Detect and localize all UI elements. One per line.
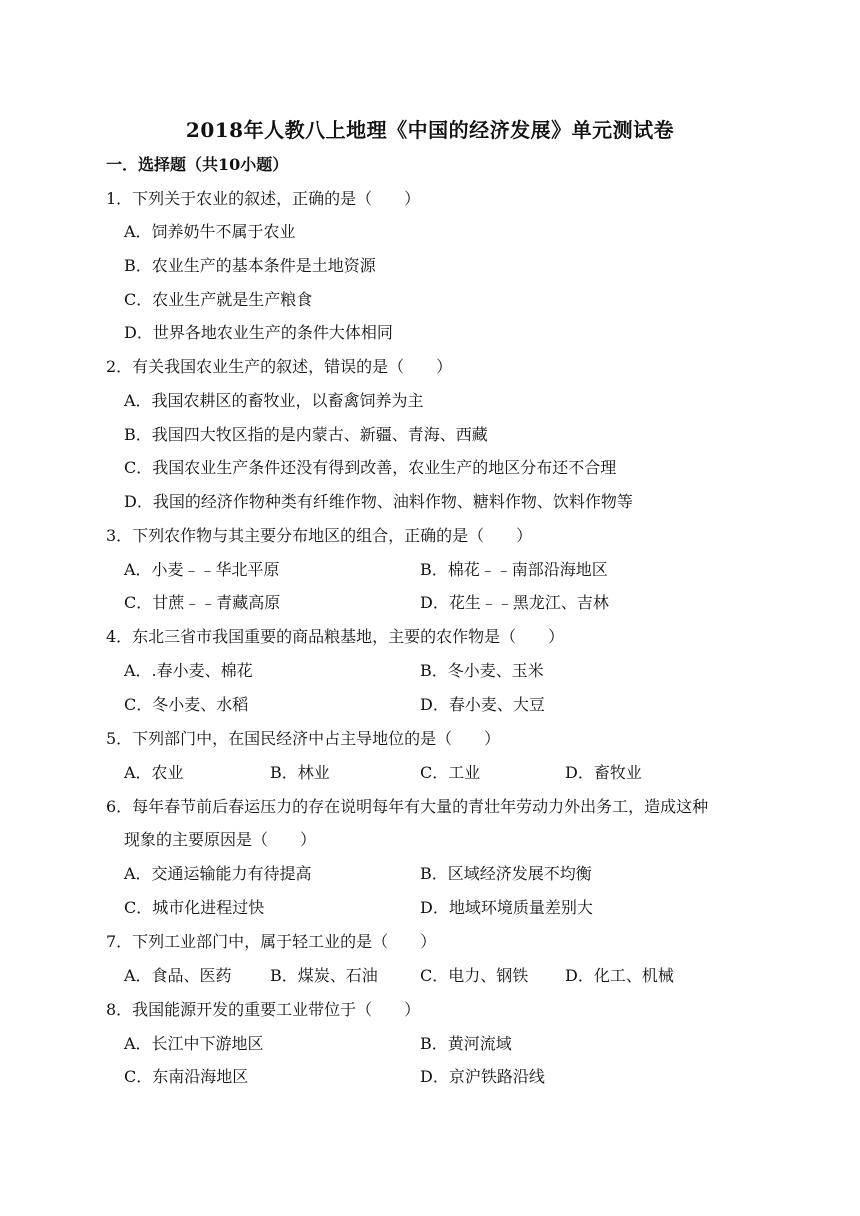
section-heading: 一．选择题（共10小题） xyxy=(106,155,289,174)
question-8-option-a: A．长江中下游地区 xyxy=(124,1034,264,1053)
question-6-stem: 6．每年春节前后春运压力的存在说明每年有大量的青壮年劳动力外出务工，造成这种 xyxy=(106,797,709,816)
question-5-option-b: B．林业 xyxy=(270,763,330,782)
question-2-option-d: D．我国的经济作物种类有纤维作物、油料作物、糖料作物、饮料作物等 xyxy=(124,492,633,511)
question-8-option-d: D．京沪铁路沿线 xyxy=(420,1067,545,1086)
question-4-stem: 4．东北三省市我国重要的商品粮基地，主要的农作物是（ ） xyxy=(106,627,565,646)
question-1-option-a: A．饲养奶牛不属于农业 xyxy=(124,222,296,241)
question-7-stem: 7．下列工业部门中，属于轻工业的是（ ） xyxy=(106,932,437,951)
question-6-option-c: C．城市化进程过快 xyxy=(124,898,265,917)
question-3-option-b: B．棉花﹣﹣南部沿海地区 xyxy=(420,560,608,579)
question-4-option-c: C．冬小麦、水稻 xyxy=(124,695,249,714)
question-4-option-d: D．春小麦、大豆 xyxy=(420,695,545,714)
question-5-option-d: D．畜牧业 xyxy=(565,763,642,782)
question-2-stem: 2．有关我国农业生产的叙述，错误的是（ ） xyxy=(106,357,453,376)
question-7-option-d: D．化工、机械 xyxy=(565,966,674,985)
question-7-option-a: A．食品、医药 xyxy=(124,966,232,985)
document-title: 2018年人教八上地理《中国的经济发展》单元测试卷 xyxy=(185,118,675,142)
question-4-option-b: B．冬小麦、玉米 xyxy=(420,661,544,680)
question-2-option-a: A．我国农耕区的畜牧业，以畜禽饲养为主 xyxy=(124,391,424,410)
question-3-option-d: D．花生﹣﹣黑龙江、吉林 xyxy=(420,593,609,612)
question-6-option-a: A．交通运输能力有待提高 xyxy=(124,864,312,883)
question-5-stem: 5．下列部门中，在国民经济中占主导地位的是（ ） xyxy=(106,729,501,748)
question-7-option-c: C．电力、钢铁 xyxy=(420,966,529,985)
question-8-stem: 8．我国能源开发的重要工业带位于（ ） xyxy=(106,1000,421,1019)
question-1-stem: 1．下列关于农业的叙述，正确的是（ ） xyxy=(106,189,421,208)
question-1-option-d: D．世界各地农业生产的条件大体相同 xyxy=(124,323,393,342)
question-6-option-d: D．地域环境质量差别大 xyxy=(420,898,593,917)
question-3-option-a: A．小麦﹣﹣华北平原 xyxy=(124,560,280,579)
question-1-option-b: B．农业生产的基本条件是土地资源 xyxy=(124,256,376,275)
question-8-option-b: B．黄河流域 xyxy=(420,1034,512,1053)
question-5-option-c: C．工业 xyxy=(420,763,481,782)
question-6-option-b: B．区域经济发展不均衡 xyxy=(420,864,592,883)
question-3-stem: 3．下列农作物与其主要分布地区的组合，正确的是（ ） xyxy=(106,526,533,545)
question-4-option-a: A．.春小麦、棉花 xyxy=(124,661,253,680)
question-2-option-c: C．我国农业生产条件还没有得到改善，农业生产的地区分布还不合理 xyxy=(124,458,617,477)
question-3-option-c: C．甘蔗﹣﹣青藏高原 xyxy=(124,593,281,612)
question-6-stem-continued: 现象的主要原因是（ ） xyxy=(124,830,317,849)
question-8-option-c: C．东南沿海地区 xyxy=(124,1067,249,1086)
question-2-option-b: B．我国四大牧区指的是内蒙古、新疆、青海、西藏 xyxy=(124,425,488,444)
question-7-option-b: B．煤炭、石油 xyxy=(270,966,378,985)
question-5-option-a: A．农业 xyxy=(124,763,184,782)
question-1-option-c: C．农业生产就是生产粮食 xyxy=(124,290,313,309)
